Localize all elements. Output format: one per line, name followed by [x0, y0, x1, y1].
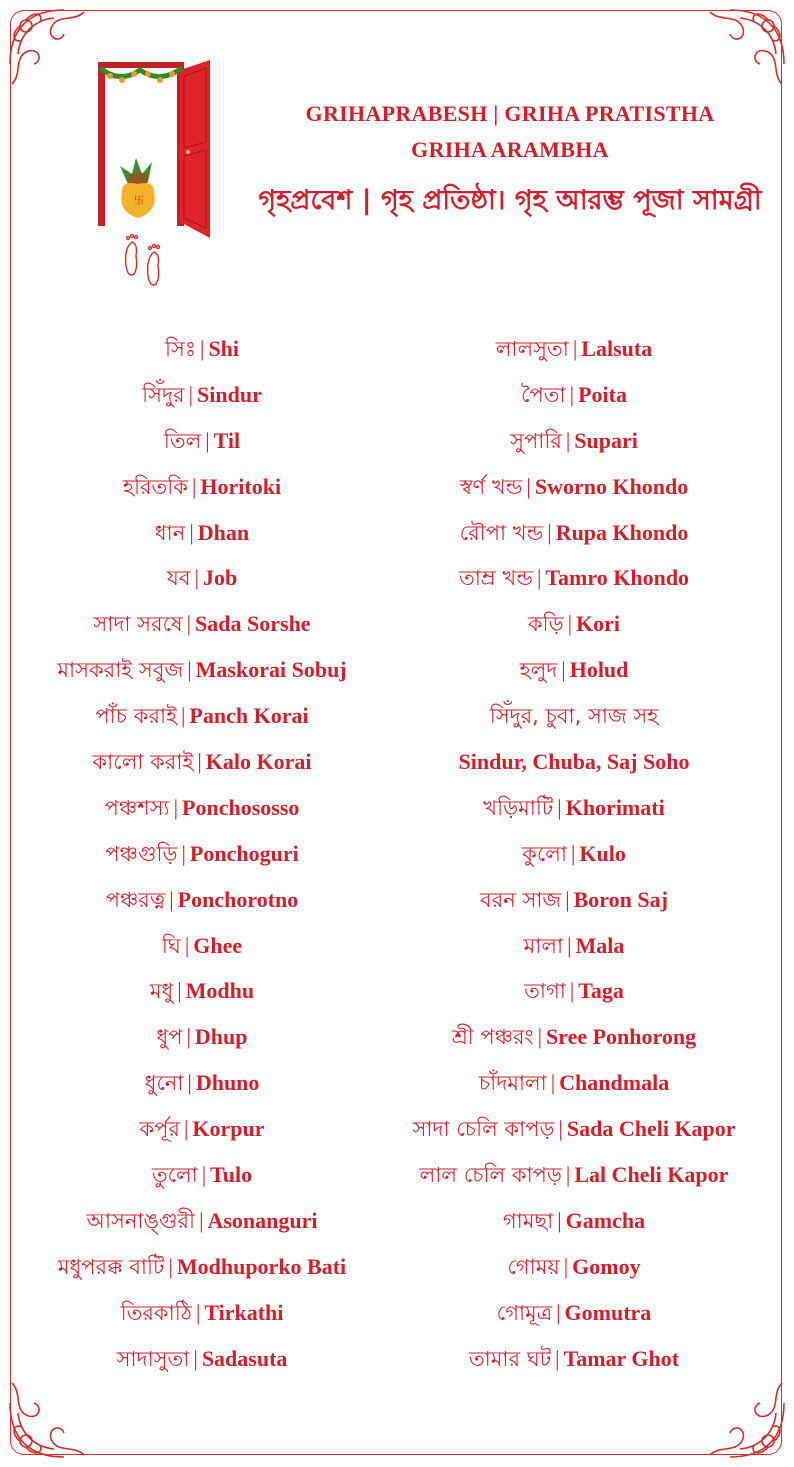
list-item	[12, 1248, 392, 1294]
list-item	[12, 376, 392, 422]
item-name-english: Shi	[208, 336, 240, 361]
item-name-english: Tamro Khondo	[545, 565, 690, 591]
corner-ornament-icon	[4, 4, 94, 94]
corner-ornament-icon	[700, 1373, 790, 1463]
list-item	[384, 1064, 764, 1110]
corner-ornament-icon	[700, 4, 790, 94]
item-name-english: Job	[202, 565, 238, 591]
item-name-bengali: কড়ি	[527, 612, 564, 637]
separator: |	[565, 1162, 571, 1188]
list-item	[12, 422, 392, 468]
griha-pravesh-illustration	[92, 52, 222, 292]
item-name-english: Ponchososso	[182, 794, 300, 820]
item-name-english: Sindur	[197, 381, 262, 407]
item-name-english: Tulo	[210, 1162, 253, 1188]
list-item	[12, 1110, 392, 1156]
list-item	[384, 330, 764, 376]
item-name-bengali: সিঁদুর, চুবা, সাজ সহ	[489, 704, 659, 729]
item-name-english: Lalsuta	[581, 336, 653, 361]
separator: |	[186, 1024, 191, 1050]
separator: |	[195, 1299, 201, 1325]
list-item	[384, 651, 764, 697]
separator: |	[567, 932, 572, 958]
item-name-bengali: হলুদ	[519, 658, 558, 683]
item-name-bengali: সুপারি	[510, 428, 562, 453]
item-name-english: Ghee	[193, 932, 243, 958]
separator: |	[187, 1070, 192, 1096]
separator: |	[183, 1116, 189, 1142]
item-name-bengali: তামার ঘট	[468, 1346, 552, 1371]
item-name-bengali: তিরকাঠি	[120, 1300, 192, 1325]
list-item	[12, 881, 392, 927]
list-item	[12, 1202, 392, 1248]
item-name-bengali: আসনাঙ্গুরী	[86, 1208, 196, 1233]
item-name-bengali: পাঁচ করাই	[95, 704, 178, 729]
item-name-bengali: কালো করাই	[92, 750, 194, 775]
item-name-english: Kalo Korai	[205, 749, 312, 775]
item-name-english: Horitoki	[200, 473, 282, 499]
list-item	[12, 1156, 392, 1202]
item-name-bengali: ধুনো	[144, 1071, 184, 1096]
separator: |	[189, 519, 194, 545]
open-door-icon	[98, 60, 210, 238]
list-item	[12, 559, 392, 605]
list-item	[384, 1018, 764, 1064]
item-name-bengali: পঞ্চগুড়ি	[105, 841, 178, 866]
item-name-bengali: পঞ্চশস্য	[104, 795, 170, 820]
item-name-bengali: পঞ্চরত্ন	[105, 887, 166, 912]
list-item	[384, 881, 764, 927]
list-item	[384, 422, 764, 468]
list-item	[12, 514, 392, 560]
item-name-bengali: হরিতকি	[122, 474, 188, 499]
separator: |	[197, 749, 202, 775]
page-title-bengali: গৃহপ্রবেশ | গৃহ প্রতিষ্ঠা। গৃহ আরম্ভ পূজা সামগ্রী	[258, 185, 762, 216]
list-item	[384, 1248, 764, 1294]
item-name-english: Taga	[578, 978, 624, 1004]
item-name-english: Ponchoguri	[189, 840, 299, 866]
item-name-english: Gomutra	[564, 1299, 652, 1325]
item-name-english: Dhan	[197, 519, 250, 545]
list-item	[12, 330, 392, 376]
item-name-bengali: সাদাসুতা	[116, 1346, 190, 1371]
item-name-bengali: খড়িমাটি	[483, 795, 554, 820]
list-item	[384, 468, 764, 514]
item-name-english: Boron Saj	[573, 886, 668, 912]
item-name-bengali: যব	[166, 566, 191, 591]
list-item	[12, 927, 392, 973]
item-name-english: Dhuno	[195, 1070, 260, 1096]
list-item	[384, 743, 764, 789]
item-name-bengali: গোমূত্র	[496, 1300, 553, 1325]
item-name-bengali: গোময়	[507, 1254, 560, 1279]
separator: |	[561, 657, 566, 683]
separator: |	[193, 1345, 198, 1371]
separator: |	[526, 473, 531, 499]
list-item	[12, 789, 392, 835]
list-item	[12, 1064, 392, 1110]
list-item	[384, 972, 764, 1018]
item-name-english: Mala	[575, 932, 625, 958]
list-item	[12, 651, 392, 697]
separator: |	[200, 336, 205, 361]
item-name-english: Holud	[569, 657, 629, 683]
list-item	[384, 697, 764, 743]
item-name-bengali: পৈতা	[521, 382, 566, 407]
item-name-bengali: সিঃ	[164, 337, 197, 361]
item-name-bengali: গামছা	[502, 1208, 554, 1233]
separator: |	[191, 473, 197, 499]
separator: |	[168, 1253, 173, 1279]
item-name-bengali: চাঁদমালা	[478, 1071, 547, 1096]
list-item	[384, 514, 764, 560]
item-name-bengali: মাসকরাই সবুজ	[57, 658, 184, 683]
separator: |	[537, 1024, 542, 1050]
item-name-bengali: লাল চেলি কাপড়	[419, 1163, 562, 1188]
svg-text:卐: 卐	[134, 196, 144, 207]
list-item	[384, 789, 764, 835]
separator: |	[557, 794, 562, 820]
list-item	[384, 559, 764, 605]
item-name-english: Tirkathi	[204, 1299, 284, 1325]
separator: |	[186, 611, 192, 637]
list-item	[12, 1018, 392, 1064]
item-name-bengali: কর্পূর	[139, 1117, 180, 1142]
separator: |	[547, 519, 552, 545]
separator: |	[563, 1253, 569, 1279]
separator: |	[567, 611, 573, 637]
separator: |	[536, 565, 542, 591]
list-item	[12, 468, 392, 514]
item-name-bengali: তাগা	[524, 979, 566, 1004]
item-name-english: Modhuporko Bati	[176, 1253, 347, 1279]
list-item	[384, 376, 764, 422]
item-name-english: Tamar Ghot	[563, 1345, 680, 1371]
item-name-english: Sree Ponhorong	[545, 1024, 697, 1050]
item-name-english: Lal Cheli Kapor	[574, 1162, 729, 1188]
separator: |	[555, 1345, 560, 1371]
list-item	[384, 1340, 764, 1386]
footprints-icon	[126, 235, 160, 286]
separator: |	[571, 840, 576, 866]
list-item	[384, 1110, 764, 1156]
list-item	[384, 927, 764, 973]
item-name-bengali: মধু	[149, 979, 174, 1004]
items-list-right	[384, 330, 764, 1385]
item-name-english: Asonanguri	[207, 1207, 318, 1233]
item-name-bengali: ধুপ	[156, 1025, 183, 1050]
item-name-english: Sada Cheli Kapor	[566, 1116, 736, 1142]
separator: |	[187, 657, 192, 683]
list-item	[12, 835, 392, 881]
item-name-english: Rupa Khondo	[555, 519, 689, 545]
separator: |	[558, 1116, 563, 1142]
item-name-english: Supari	[574, 427, 638, 453]
list-item	[384, 1202, 764, 1248]
page-subtitle: GRIHA ARAMBHA	[411, 137, 609, 162]
list-item	[384, 605, 764, 651]
item-name-english: Gamcha	[565, 1207, 646, 1233]
item-name-english: Maskorai Sobuj	[195, 657, 347, 683]
item-name-english: Sada Sorshe	[195, 611, 311, 637]
item-name-bengali: মধুপরক্ক বাটি	[57, 1254, 165, 1279]
separator: |	[177, 978, 182, 1004]
separator: |	[565, 886, 570, 912]
item-name-bengali: সিঁদুর	[142, 382, 185, 407]
list-item	[384, 1156, 764, 1202]
item-name-english: Ponchorotno	[177, 886, 299, 912]
separator: |	[188, 381, 194, 407]
item-name-bengali: তাম্র খন্ড	[458, 566, 533, 591]
page-title: GRIHAPRABESH | GRIHA PRATISTHA	[305, 101, 715, 126]
list-item	[384, 835, 764, 881]
list-item	[384, 1294, 764, 1340]
item-name-english: Korpur	[192, 1116, 265, 1142]
item-name-bengali: তুলো	[151, 1163, 198, 1188]
item-name-english: Dhup	[194, 1024, 248, 1050]
separator: |	[205, 427, 210, 453]
separator: |	[201, 1162, 207, 1188]
item-name-bengali: কুলো	[522, 841, 567, 866]
separator: |	[569, 978, 575, 1004]
separator: |	[169, 886, 174, 912]
item-name-english: Gomoy	[572, 1253, 641, 1279]
list-item	[12, 972, 392, 1018]
item-name-bengali: ঘি	[161, 933, 181, 958]
item-name-english: Sworno Khondo	[534, 473, 689, 499]
list-item	[12, 1294, 392, 1340]
item-name-bengali: রৌপা খন্ড	[459, 520, 544, 545]
separator: |	[572, 336, 578, 361]
item-name-english: Poita	[578, 381, 627, 407]
item-name-bengali: সাদা চেলি কাপড়	[412, 1117, 555, 1142]
separator: |	[569, 381, 575, 407]
list-item	[12, 605, 392, 651]
item-name-english: Kori	[576, 611, 621, 637]
items-list-left	[12, 330, 392, 1385]
separator: |	[184, 932, 190, 958]
separator: |	[181, 703, 186, 729]
separator: |	[550, 1070, 556, 1096]
item-name-english: Kulo	[579, 840, 626, 866]
list-item	[12, 697, 392, 743]
corner-ornament-icon	[4, 1373, 94, 1463]
item-name-english: Panch Korai	[189, 703, 309, 729]
item-name-bengali: স্বর্ণ খন্ড	[459, 474, 523, 499]
list-item	[12, 1340, 392, 1386]
separator: |	[181, 840, 186, 866]
separator: |	[565, 427, 571, 453]
separator: |	[173, 794, 179, 820]
item-name-english: Chandmala	[559, 1070, 670, 1096]
separator: |	[199, 1207, 204, 1233]
list-item	[12, 743, 392, 789]
item-name-english: Sadasuta	[201, 1345, 288, 1371]
kalash-icon	[120, 158, 155, 218]
item-name-english: Sindur, Chuba, Saj Soho	[458, 749, 690, 775]
item-name-bengali: বরন সাজ	[480, 887, 562, 912]
item-name-bengali: তিল	[163, 428, 202, 453]
item-name-bengali: মালা	[523, 933, 564, 958]
item-name-bengali: ধান	[154, 520, 186, 545]
separator: |	[557, 1207, 562, 1233]
item-name-english: Khorimati	[565, 794, 665, 820]
item-name-english: Til	[213, 427, 241, 453]
item-name-bengali: শ্রী পঞ্চরং	[451, 1025, 534, 1050]
item-name-english: Modhu	[185, 978, 255, 1004]
item-name-bengali: লালসুতা	[495, 337, 569, 361]
separator: |	[556, 1299, 561, 1325]
item-name-bengali: সাদা সরষে	[93, 612, 183, 637]
separator: |	[194, 565, 199, 591]
